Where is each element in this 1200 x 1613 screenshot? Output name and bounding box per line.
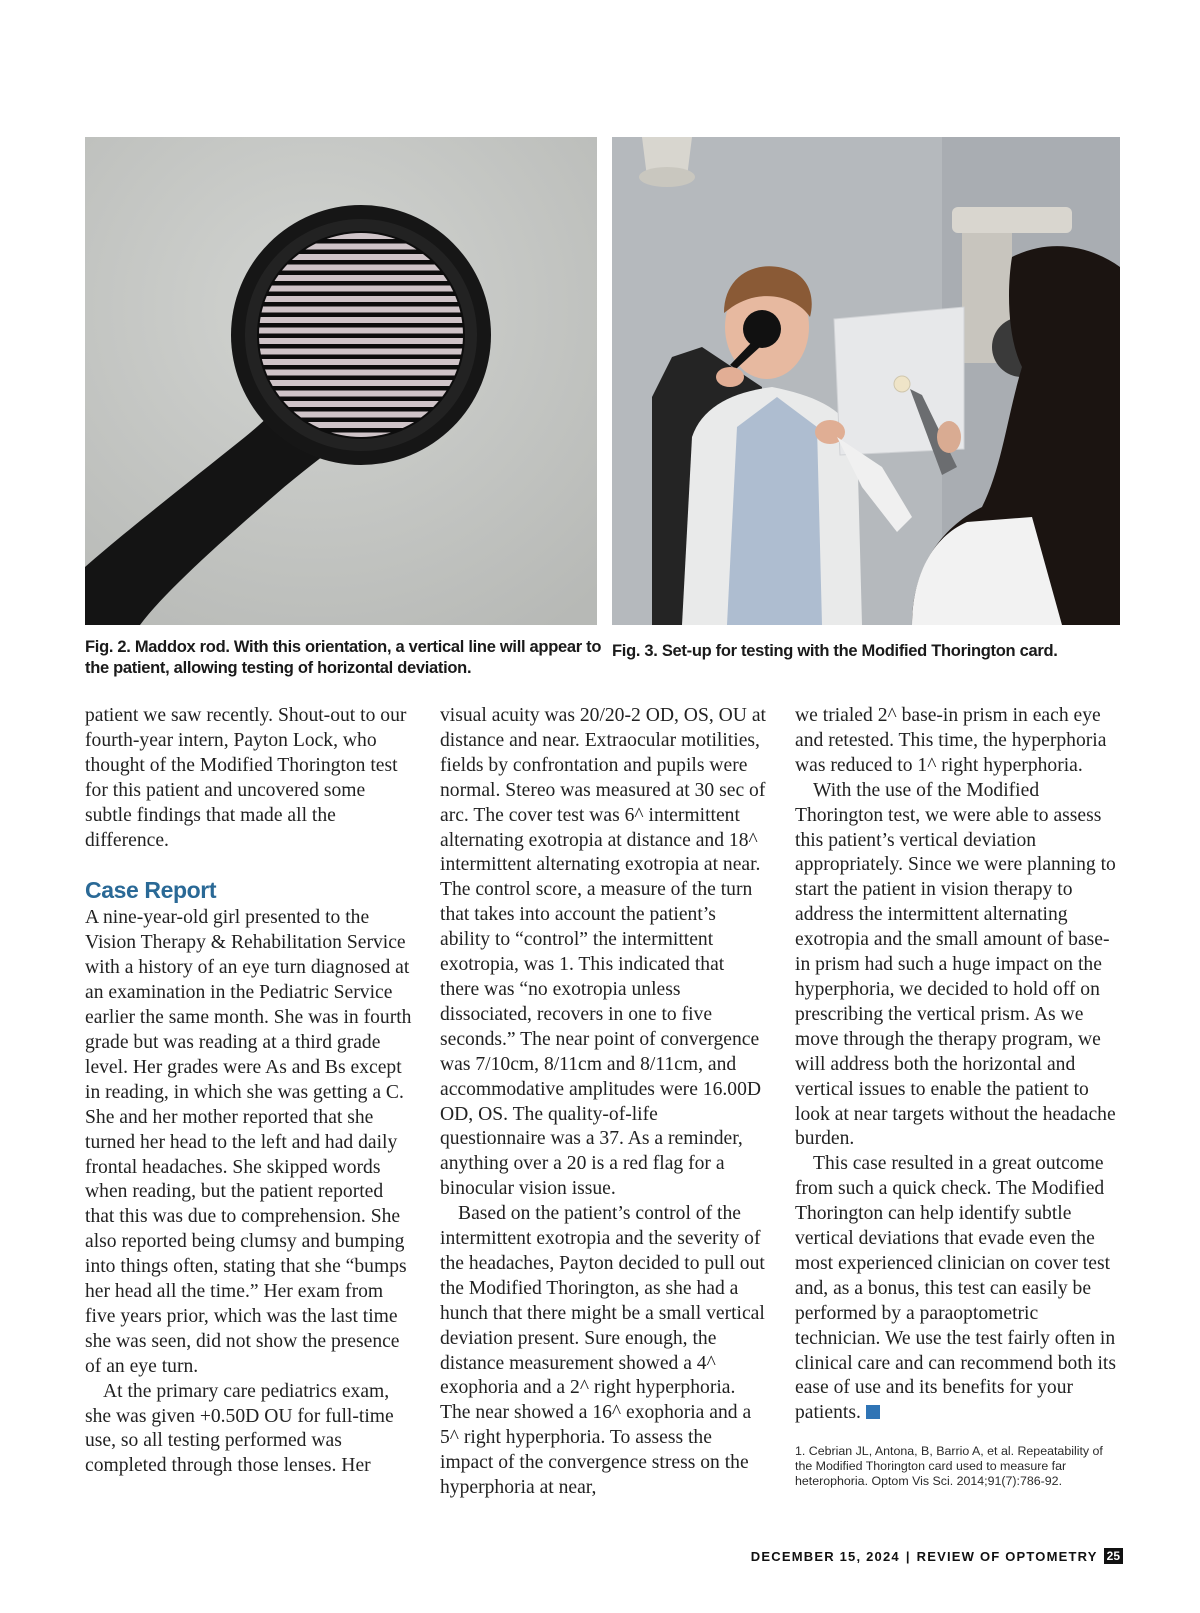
article-paragraph: visual acuity was 20/20-2 OD, OS, OU at distance and near. Extraocular motilities, fields by confrontation and pupils were normal. Stereo was measured at 30 sec of arc. The cover test was 6^ intermittent alternating exotropia at distance and 18^ intermittent alternating exotropia at near. The control score, a measure of the turn that takes into account the patient’s ability to “control” the intermittent exotropia, was 1. This indicated that there was “no exotropia unless dissociated, recovers in one to five seconds.” The near point of convergence was 7/10cm, 8/11cm and 8/11cm, and accommodative amplitudes were 16.00D OD, OS. The quality-of-life questionnaire was a 37. As a reminder, anything over a 20 is a red flag for a binocular vision issue.: [440, 705, 766, 1200]
end-of-article-mark: [866, 1405, 880, 1419]
article-paragraph: Based on the patient’s control of the intermittent exotropia and the severity of the headaches, Payton decided to pull out the Modified Thorington, as she had a hunch that there might be a small vertical deviation present. Sure enough, the distance measurement showed a 4^ exophoria and a 2^ right hyperphoria. The near showed a 16^ exophoria and a 5^ right hyperphoria. To assess the impact of the convergence stress on the hyperphoria at near,: [440, 1203, 765, 1499]
maddox-rod-cylinder: [255, 307, 467, 313]
maddox-rod-cylinder: [255, 359, 467, 365]
publication-name: REVIEW OF OPTOMETRY: [916, 1548, 1098, 1564]
maddox-rod-cylinder: [255, 265, 467, 271]
article-paragraph: A nine-year-old girl presented to the Vision Therapy & Rehabilitation Service with a history of an eye turn diagnosed at an examination in the Pediatric Service earlier the same month. She was in fourth grade but was reading at a third grade level. Her grades were As and Bs except in reading, in which she was getting a C. She and her mother reported that she turned her head to the left and had daily frontal headaches. She skipped words when reading, but the patient reported that this was due to comprehension. She also reported being clumsy and bumping into things often, stating that she “bumps her head all the time.” Her exam from five years prior, which was the last time she was seen, did not show the presence of an eye turn.: [85, 907, 412, 1377]
article-column-3: [795, 704, 1123, 1489]
page-footer: [751, 1548, 1123, 1564]
maddox-rod-cylinder: [255, 391, 467, 397]
maddox-rod-cylinder: [255, 380, 467, 386]
figure-thorington-setup-photo: [612, 137, 1120, 625]
issue-date: DECEMBER 15, 2024: [750, 1548, 900, 1564]
article-paragraph-final: [795, 1152, 1123, 1426]
maddox-rod-cylinder: [255, 349, 467, 355]
article-column-1: [85, 704, 413, 1479]
section-heading-case-report: Case Report: [85, 877, 217, 904]
maddox-rod-cylinder: [255, 275, 467, 281]
article-paragraph: At the primary care pediatrics exam, she was given +0.50D OU for full-time use, so all testing performed was completed through those lenses. Her: [85, 1380, 394, 1477]
figure-3-caption: Fig. 3. Set-up for testing with the Modified Thorington card.: [612, 642, 1058, 660]
figure-2-caption: Fig. 2. Maddox rod. With this orientation, a vertical line will appear to the patient, allowing testing of horizontal deviation.: [85, 638, 602, 677]
article-paragraph: With the use of the Modified Thorington test, we were able to assess this patient’s vertical deviation appropriately. Since we were planning to start the patient in vision therapy to address the intermittent alternating exotropia and the small amount of base-in prism had such a huge impact on the hyperphoria, we decided to hold off on prescribing the vertical prism. As we move through the therapy program, we will address both the horizontal and vertical issues to enable the patient to look at near targets without the headache burden.: [795, 779, 1116, 1150]
footer-separator: |: [905, 1548, 911, 1564]
article-paragraph-text: This case resulted in a great outcome from such a quick check. The Modified Thorington can help identify subtle vertical deviations that evade even the most experienced clinician on cover test and, as a bonus, this test can easily be performed by a paraoptometric technician. We use the test fairly often in clinical care and can recommend both its ease of use and its benefits for your patients.: [795, 1153, 1116, 1424]
maddox-rod-cylinder: [255, 328, 467, 334]
article-intro-paragraph: patient we saw recently. Shout-out to our fourth-year intern, Payton Lock, who thought of the Modified Thorington test for this patient and uncovered some subtle findings that made all the difference.: [85, 705, 407, 851]
maddox-rod-cylinder: [255, 338, 467, 344]
page-number: 25: [1104, 1548, 1123, 1564]
maddox-rod-illustration: [85, 137, 597, 625]
maddox-rod-cylinder: [255, 296, 467, 302]
article-column-2: [440, 704, 768, 1501]
maddox-rod-cylinder: [255, 370, 467, 376]
maddox-rod-cylinder: [255, 317, 467, 323]
maddox-rod-cylinder: [255, 286, 467, 292]
article-paragraph: we trialed 2^ base-in prism in each eye and retested. This time, the hyperphoria was reduced to 1^ right hyperphoria.: [795, 705, 1107, 776]
reference-footnote: 1. Cebrian JL, Antona, B, Barrio A, et al. Repeatability of the Modified Thorington card used to measure far heterophoria. Optom Vis Sci. 2014;91(7):786-92.: [795, 1444, 1103, 1489]
thorington-setup-illustration: [612, 137, 1120, 625]
figure-maddox-rod-photo: [85, 137, 597, 625]
